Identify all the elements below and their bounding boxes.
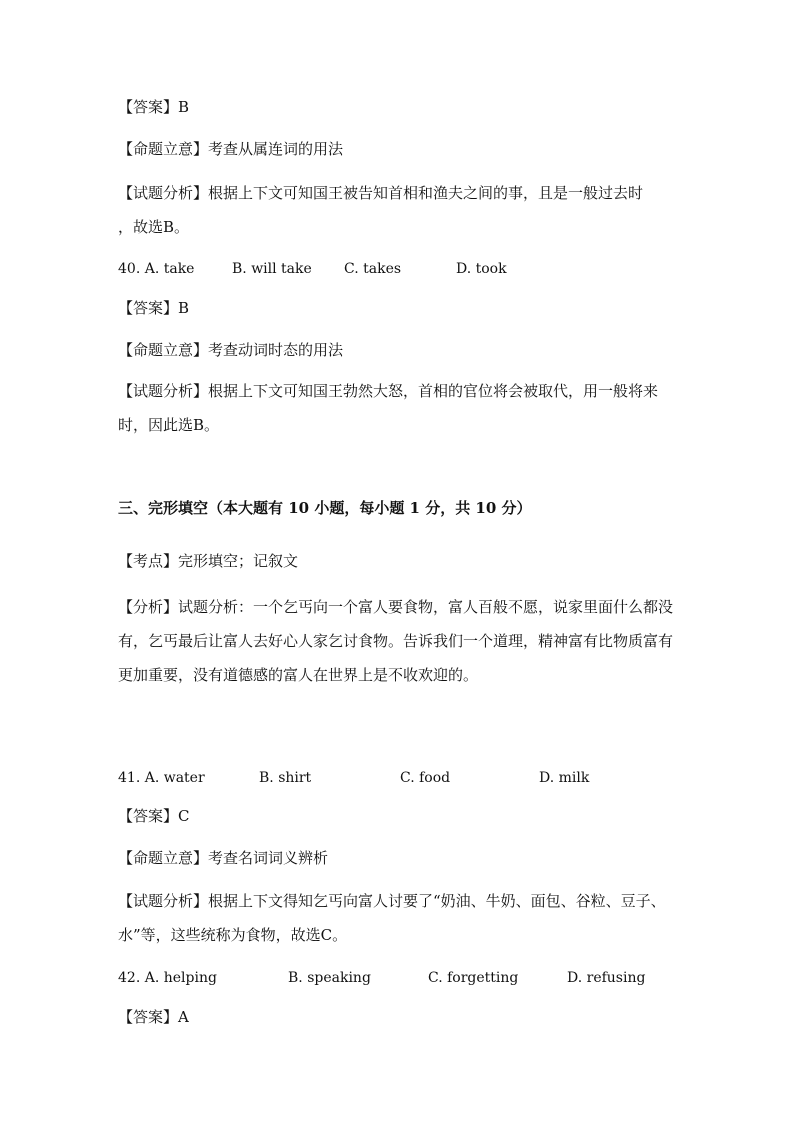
q41-answer: 【答案】C [118, 807, 190, 825]
q40-option-d: D. took [456, 261, 507, 277]
q40-analysis: 【试题分析】根据上下文可知国王勃然大怒，首相的官位将会被取代，用一般将来时，因此选B。 [118, 382, 659, 434]
q42-option-a: 42. A. helping [118, 970, 217, 986]
q39-answer: 【答案】B [118, 98, 190, 116]
q39-analysis-line-1: 【试题分析】根据上下文可知国王被告知首相和渔夫之间的事，且是一般过去时 [118, 184, 644, 202]
q41-analysis: 【试题分析】根据上下文得知乞丐向富人讨要了“奶油、牛奶、面包、谷粒、豆子、水”等，这些统称为食物，故选C。 [118, 892, 666, 944]
q41-option-d: D. milk [539, 770, 590, 786]
q42-answer: 【答案】A [118, 1008, 189, 1026]
q40-answer: 【答案】B [118, 299, 190, 317]
q39-intent: 【命题立意】考查从属连词的用法 [118, 140, 344, 158]
q42-option-d: D. refusing [567, 970, 646, 986]
section-3-analysis: 【分析】试题分析：一个乞丐向一个富人要食物，富人百般不愿，说家里面什么都没有，乞丐最后让富人去好心人家乞讨食物。告诉我们一个道理，精神富有比物质富有更加重要，没有道德感的富人在世界上是不收欢迎的。 [118, 598, 674, 684]
q40-option-b: B. will take [232, 261, 312, 277]
q42-option-b: B. speaking [288, 970, 371, 986]
q39-analysis-line-2: ，故选B。 [118, 218, 190, 236]
q41-option-b: B. shirt [259, 770, 312, 786]
q40-option-c: C. takes [344, 261, 402, 277]
section-3-point: 【考点】完形填空；记叙文 [118, 552, 299, 570]
q40-option-a: 40. A. take [118, 261, 195, 277]
q41-option-c: C. food [400, 770, 451, 786]
q41-option-a: 41. A. water [118, 770, 205, 786]
q40-intent: 【命题立意】考查动词时态的用法 [118, 341, 344, 359]
q41-intent: 【命题立意】考查名词词义辨析 [118, 849, 329, 867]
q42-option-c: C. forgetting [428, 970, 519, 986]
section-3-heading: 三、完形填空（本大题有 10 小题，每小题 1 分，共 10 分） [118, 499, 532, 517]
